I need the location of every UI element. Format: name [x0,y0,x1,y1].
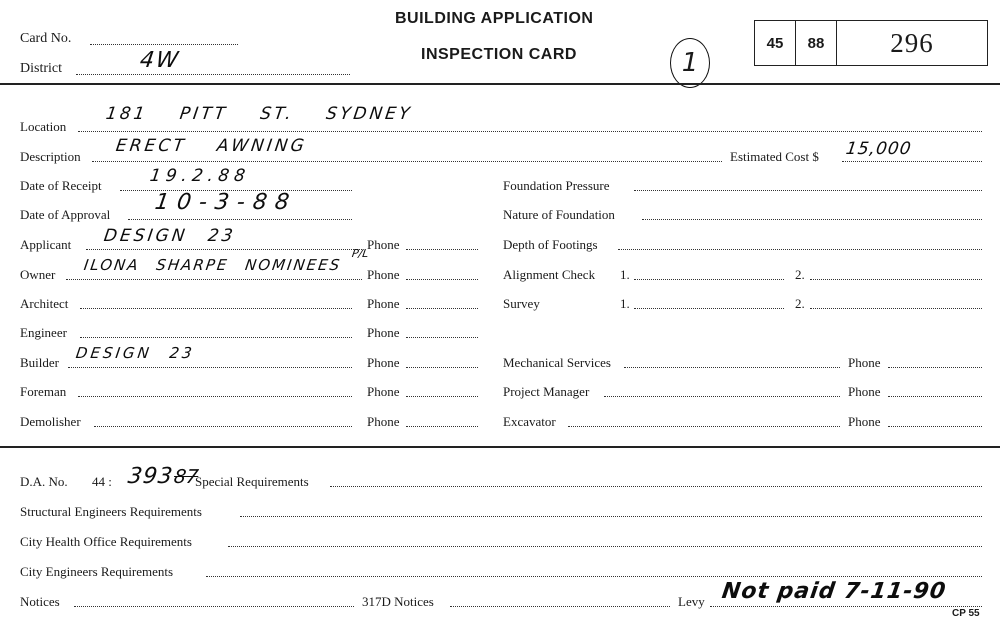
mechanical-label: Mechanical Services [503,355,611,370]
survey-field-1[interactable] [634,308,784,309]
demolisher-label: Demolisher [20,414,81,429]
owner-value: ILONA SHARPE NOMINEES [82,256,343,274]
levy-label: Levy [678,594,705,609]
applicant-phone-field[interactable] [406,249,478,250]
survey-item-1: 1. [620,296,630,311]
architect-field[interactable] [80,308,352,309]
special-requirements-label: Special Requirements [195,474,309,489]
architect-phone-label: Phone [367,296,400,311]
alignment-item-1: 1. [620,267,630,282]
survey-field-2[interactable] [810,308,982,309]
health-field[interactable] [228,546,982,547]
foreman-phone-label: Phone [367,384,400,399]
card-number-box [754,20,988,66]
owner-suffix: P/L [351,247,370,260]
owner-label: Owner [20,267,56,282]
builder-phone-label: Phone [367,355,400,370]
box-code-1: 45 [755,21,796,65]
city-engineers-field[interactable] [206,576,982,577]
notices-field[interactable] [74,606,354,607]
project-manager-label: Project Manager [503,384,590,399]
levy-value: Not paid 7-11-90 [720,579,948,604]
circled-number: 1 [670,38,710,88]
foreman-phone-field[interactable] [406,396,478,397]
notices-317d-label: 317D Notices [362,594,434,609]
structural-field[interactable] [240,516,982,517]
levy-field[interactable] [710,606,982,607]
excavator-phone-label: Phone [848,414,881,429]
section-divider [0,446,1000,448]
project-manager-phone-field[interactable] [888,396,982,397]
date-approval-value: 10-3-88 [153,190,299,215]
box-number: 296 [890,27,934,58]
foreman-label: Foreman [20,384,67,399]
description-field[interactable] [92,161,722,162]
form-code: CP 55 [952,608,980,619]
alignment-check-label: Alignment Check [503,267,596,282]
excavator-label: Excavator [503,414,556,429]
date-receipt-label: Date of Receipt [20,178,102,193]
city-engineers-label: City Engineers Requirements [20,564,174,579]
district-field[interactable] [76,74,350,75]
owner-phone-field[interactable] [406,279,478,280]
description-value: ERECT AWNING [114,136,309,156]
builder-field[interactable] [68,367,352,368]
project-manager-phone-label: Phone [848,384,881,399]
architect-label: Architect [20,296,69,311]
title-line2: INSPECTION CARD [421,46,577,63]
nature-foundation-field[interactable] [642,219,982,220]
applicant-field[interactable] [86,249,362,250]
engineer-phone-label: Phone [367,325,400,340]
depth-footings-label: Depth of Footings [503,237,598,252]
excavator-field[interactable] [568,426,840,427]
builder-phone-field[interactable] [406,367,478,368]
health-label: City Health Office Requirements [20,534,192,549]
date-approval-field[interactable] [128,219,352,220]
header-divider [0,83,1000,85]
da-struck: 87 [172,466,200,488]
estimated-cost-value: 15,000 [844,139,913,159]
mechanical-phone-label: Phone [848,355,881,370]
owner-phone-label: Phone [367,267,400,282]
nature-foundation-label: Nature of Foundation [503,207,615,222]
title-line1: BUILDING APPLICATION [395,10,594,27]
owner-field[interactable] [66,279,362,280]
builder-label: Builder [20,355,59,370]
district-label: District [20,61,62,76]
applicant-phone-label: Phone [367,237,400,252]
estimated-cost-field[interactable] [842,161,982,162]
alignment-field-2[interactable] [810,279,982,280]
structural-label: Structural Engineers Requirements [20,504,202,519]
card-no-label: Card No. [20,31,72,46]
estimated-cost-label: Estimated Cost $ [730,149,819,164]
box-code-2: 88 [796,21,837,65]
demolisher-phone-label: Phone [367,414,400,429]
applicant-value: DESIGN 23 [102,226,237,246]
district-value: 4W [138,48,182,73]
foundation-pressure-field[interactable] [634,190,982,191]
notices-317d-field[interactable] [450,606,670,607]
description-label: Description [20,149,81,164]
engineer-field[interactable] [80,337,352,338]
foundation-pressure-label: Foundation Pressure [503,178,610,193]
da-value: 393 [126,464,175,489]
excavator-phone-field[interactable] [888,426,982,427]
notices-label: Notices [20,594,60,609]
alignment-field-1[interactable] [634,279,784,280]
engineer-phone-field[interactable] [406,337,478,338]
mechanical-phone-field[interactable] [888,367,982,368]
applicant-label: Applicant [20,237,72,252]
date-approval-label: Date of Approval [20,207,111,222]
builder-value: DESIGN 23 [74,344,196,362]
survey-label: Survey [503,296,540,311]
location-value: 181 PITT ST. SYDNEY [104,104,414,124]
special-requirements-field[interactable] [330,486,982,487]
card-no-field[interactable] [90,44,238,45]
survey-item-2: 2. [795,296,805,311]
mechanical-field[interactable] [624,367,840,368]
location-label: Location [20,119,67,134]
foreman-field[interactable] [78,396,352,397]
da-prefix: 44 : [92,474,112,489]
date-receipt-value: 19.2.88 [148,166,252,186]
da-label: D.A. No. [20,474,68,489]
demolisher-phone-field[interactable] [406,426,478,427]
depth-footings-field[interactable] [618,249,982,250]
alignment-item-2: 2. [795,267,805,282]
demolisher-field[interactable] [94,426,352,427]
project-manager-field[interactable] [604,396,840,397]
architect-phone-field[interactable] [406,308,478,309]
location-field[interactable] [78,131,982,132]
engineer-label: Engineer [20,325,67,340]
